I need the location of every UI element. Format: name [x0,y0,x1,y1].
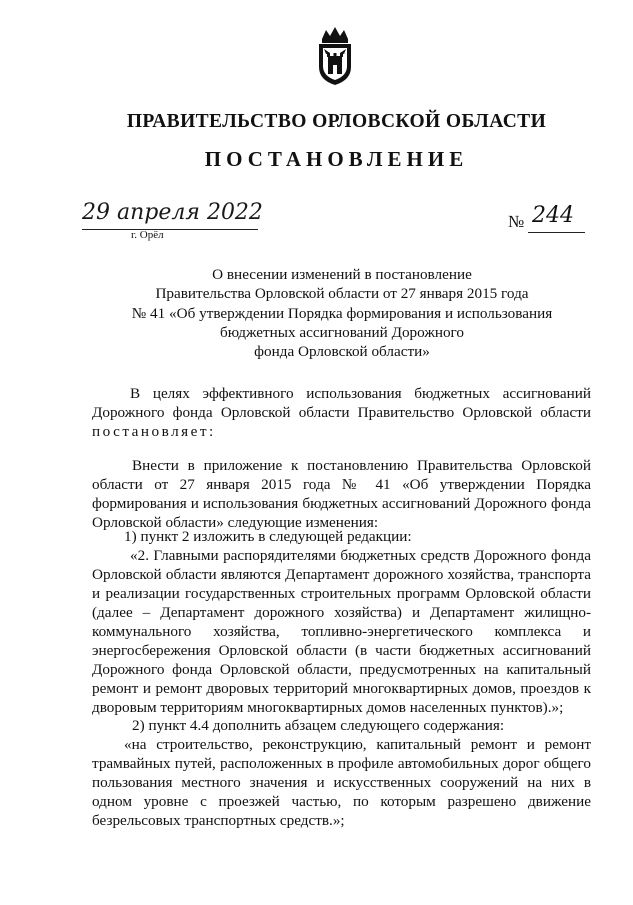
preamble-text: В целях эффективного использования бюджетных ассигнований Дорожного фонда Орловской области Правительство Орловской области [92,385,591,421]
subject-line: О внесении изменений в постановление [212,266,472,283]
handwritten-number: 244 [532,203,574,228]
oryol-region-coat-of-arms-icon [314,25,356,87]
handwritten-date: 29 апреля 2022 [82,200,263,225]
item-2-text: 2) пункт 4.4 дополнить абзацем следующего содержания: [132,717,505,734]
resolves-word: постановляет: [92,423,216,440]
amendment-intro-paragraph [92,456,591,532]
government-name: ПРАВИТЕЛЬСТВО ОРЛОВСКОЙ ОБЛАСТИ [126,111,547,132]
amendment-intro-text: Внести в приложение к постановлению Правительства Орловской области от 27 января 2015 года № 41 «Об утверждении Порядка формирования и использования бюджетных ассигнований Дорожного фонда Орловской области» следующие изменения: [92,457,591,531]
date-underline [82,229,258,230]
new-clause-4-4-paragraph [92,735,591,830]
new-clause-2-paragraph [92,546,591,717]
document-subject [100,265,584,361]
preamble-paragraph [92,384,591,441]
item-2-paragraph [92,716,591,735]
subject-line: № 41 «Об утверждении Порядка формирования и использования [131,304,553,322]
item-1-paragraph [92,527,591,546]
number-underline [528,232,585,233]
document-type-title: ПОСТАНОВЛЕНИЕ [204,147,469,171]
subject-line: бюджетных ассигнований Дорожного [219,323,465,341]
subject-line: Правительства Орловской области от 27 января 2015 года [155,285,529,303]
subject-line: фонда Орловской области» [254,343,430,361]
number-label: № [508,212,525,231]
city-label: г. Орёл [131,229,164,241]
item-1-text: 1) пункт 2 изложить в следующей редакции: [124,528,412,545]
new-clause-4-4-text: «на строительство, реконструкцию, капитальный ремонт и ремонт трамвайных путей, расположенных в профиле автомобильных дорог общего пользования местного значения и искусственных сооружений на них в одном уровне с проезжей частью, по которым разрешено движение безрельсовых транспортных средств.»; [92,736,591,829]
new-clause-2-text: «2. Главными распорядителями бюджетных средств Дорожного фонда Орловской области являются Департамент дорожного хозяйства, транспорта и реализации государственных строительных программ Орловской области (далее – Департамент дорожного хозяйства) и Департамент жилищно-коммунального хозяйства, топливно-энергетического комплекса и энергосбережения Орловской области (в части бюджетных ассигнований Дорожного фонда Орловской области, предусмотренных на капитальный ремонт и ремонт дворовых территорий многоквартирных домов, проездов к дворовым территориям многоквартирных домов населенных пунктов).»; [92,547,591,716]
